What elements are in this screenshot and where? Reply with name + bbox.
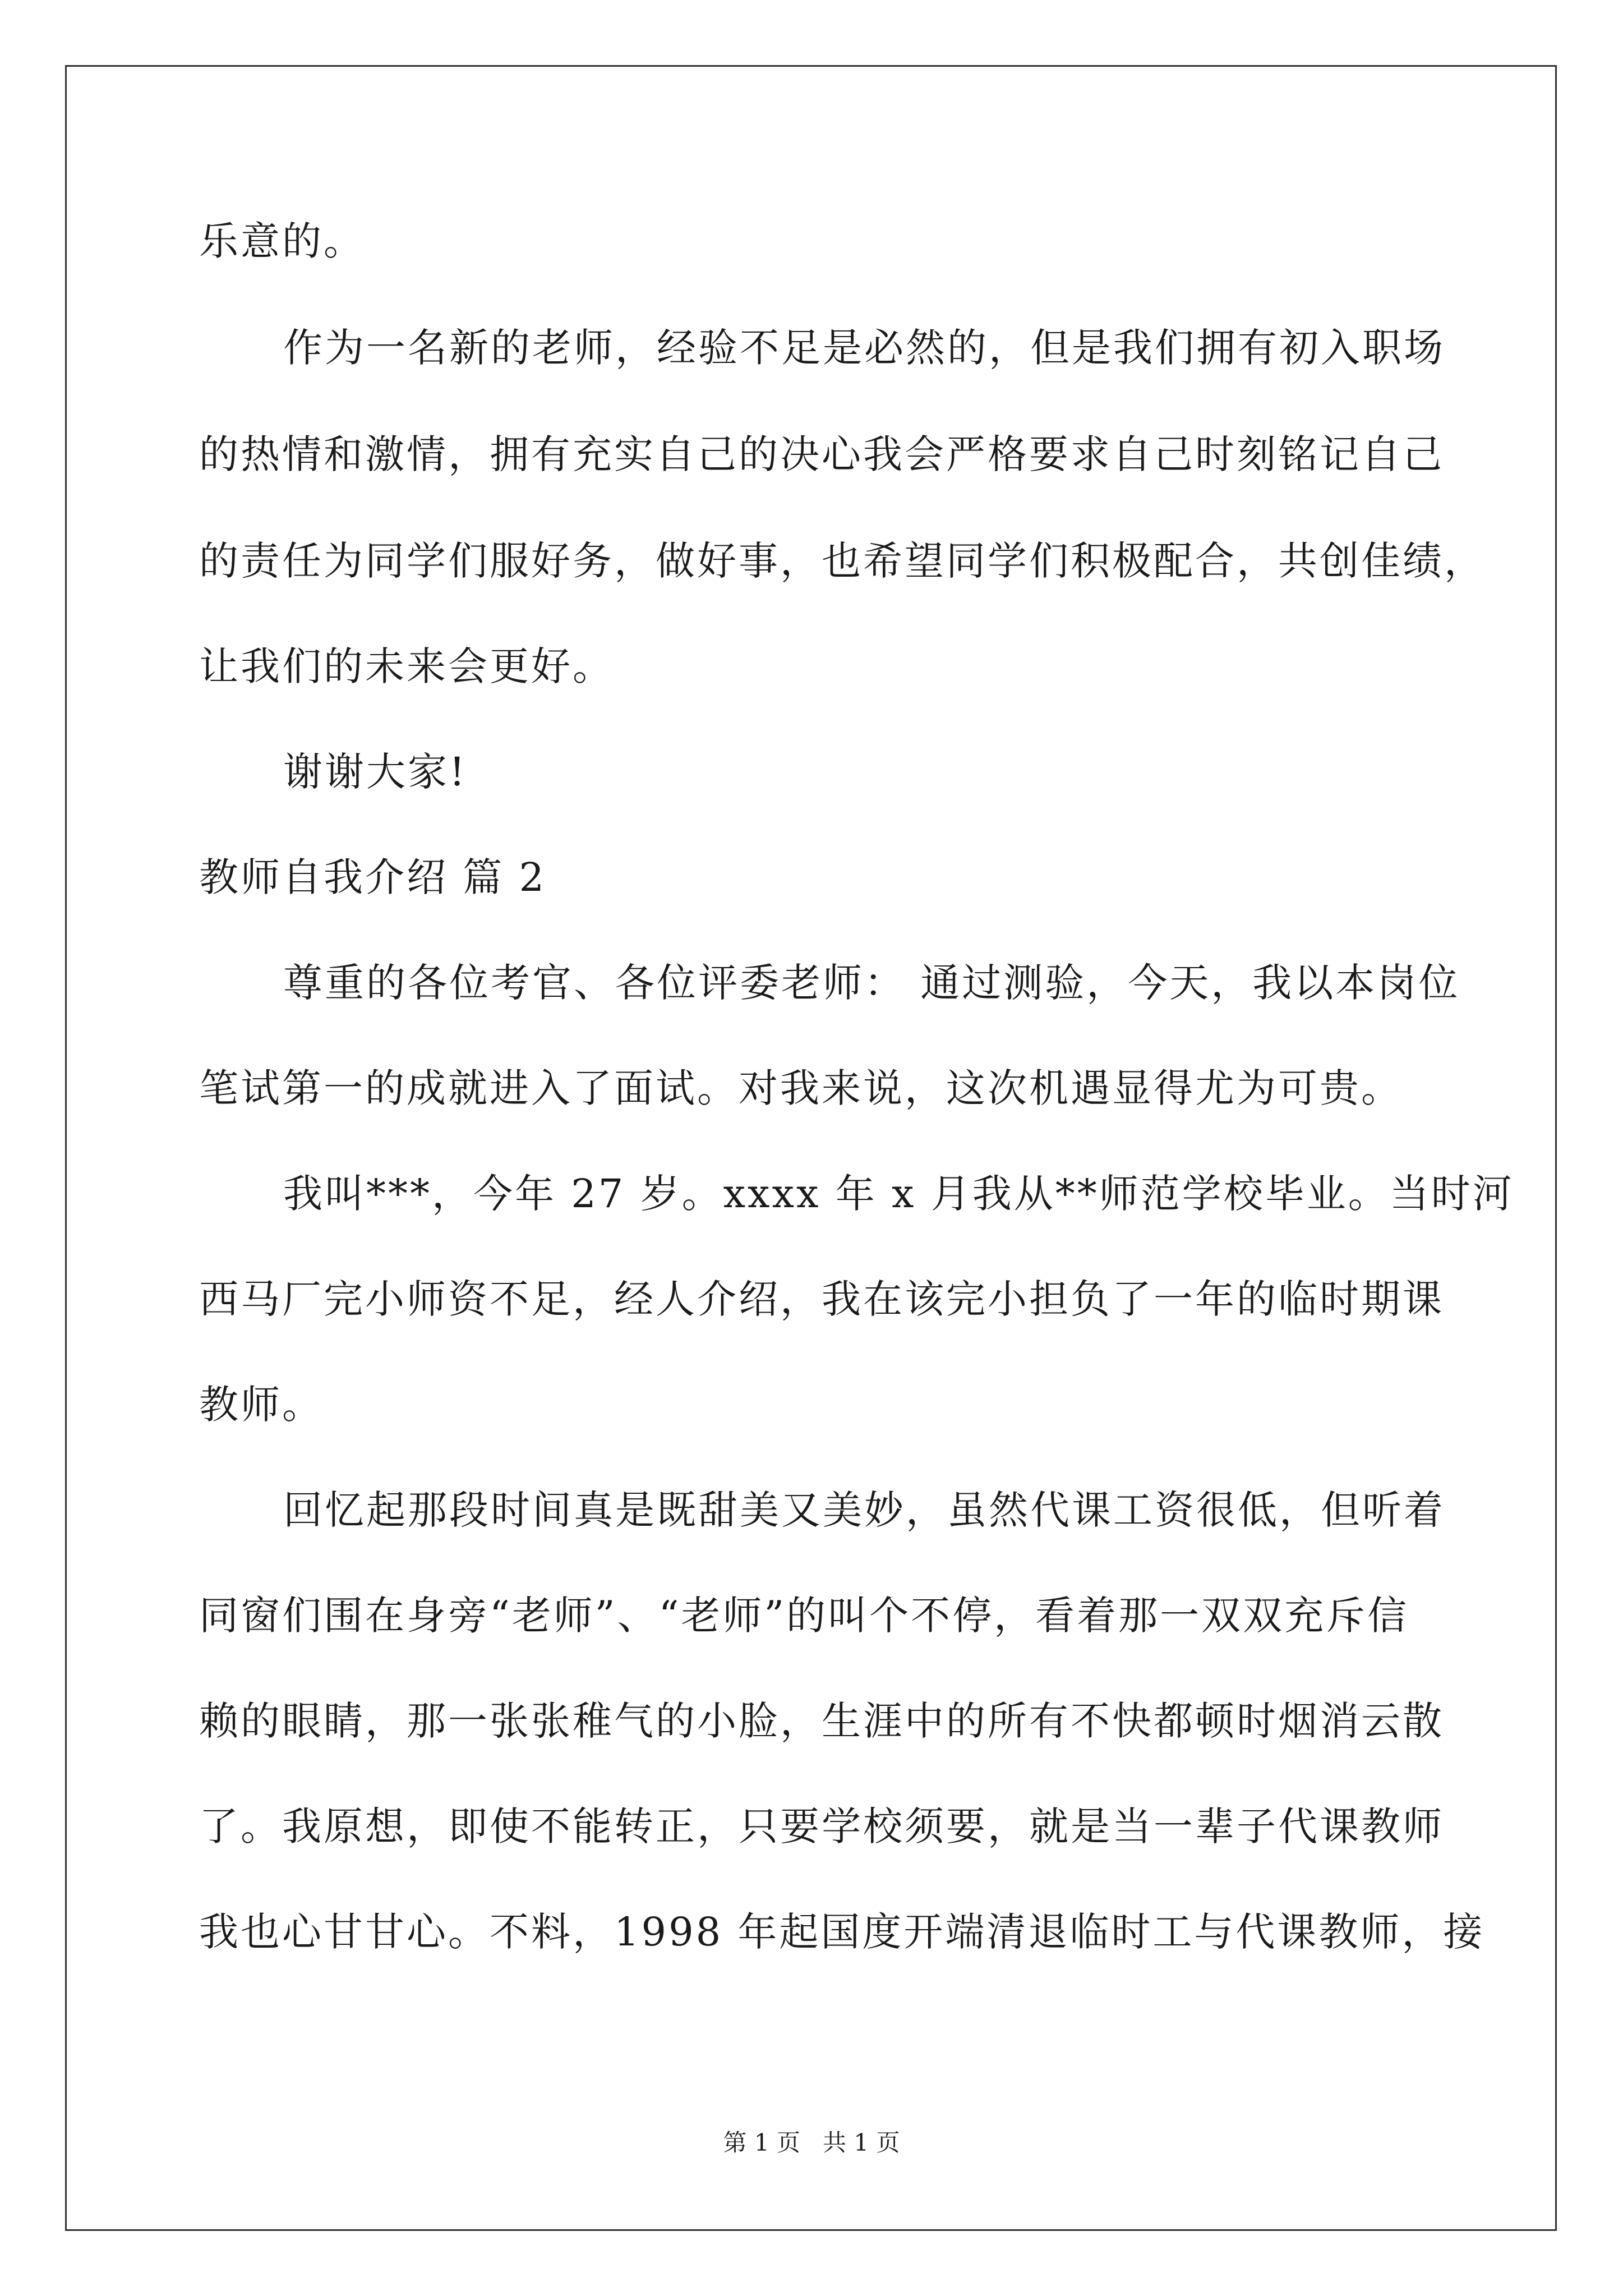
text-line: 让我们的未来会更好。 [199, 643, 614, 689]
text-line: 的热情和激情，拥有充实自己的决心我会严格要求自己时刻铭记自己 [199, 431, 1444, 477]
text-line: 的责任为同学们服好务，做好事，也希望同学们积极配合，共创佳绩， [199, 538, 1486, 584]
text-line: 西马厂完小师资不足，经人介绍，我在该完小担负了一年的临时期课 [199, 1276, 1444, 1322]
text-line: 了。我原想，即使不能转正，只要学校须要，就是当一辈子代课教师 [199, 1803, 1444, 1849]
text-line: 赖的眼睛，那一张张稚气的小脸，生涯中的所有不快都顿时烟消云散 [199, 1698, 1444, 1744]
paragraph-line: 回忆起那段时间真是既甜美又美妙，虽然代课工资很低，但听着 [283, 1487, 1445, 1533]
text-line: 笔试第一的成就进入了面试。对我来说，这次机遇显得尤为可贵。 [199, 1065, 1403, 1111]
paragraph-line: 我叫***，今年 27 岁。xxxx 年 x 月我从**师范学校毕业。当时河 [283, 1171, 1514, 1217]
text-line: 教师。 [199, 1382, 324, 1428]
text-line: 同窗们围在身旁“老师”、“老师”的叫个不停，看着那一双双充斥信 [199, 1593, 1409, 1639]
section-heading: 教师自我介绍 篇 2 [199, 854, 547, 900]
text-line: 我也心甘甘心。不料，1998 年起国度开端清退临时工与代课教师，接 [199, 1909, 1485, 1955]
paragraph-line: 作为一名新的老师，经验不足是必然的，但是我们拥有初入职场 [283, 325, 1445, 371]
paragraph-line: 尊重的各位考官、各位评委老师： 通过测验，今天，我以本岗位 [283, 960, 1460, 1006]
page-number-footer: 第 1 页 共 1 页 [723, 2129, 900, 2156]
paragraph-line: 谢谢大家! [283, 749, 468, 795]
text-line: 乐意的。 [199, 218, 365, 264]
